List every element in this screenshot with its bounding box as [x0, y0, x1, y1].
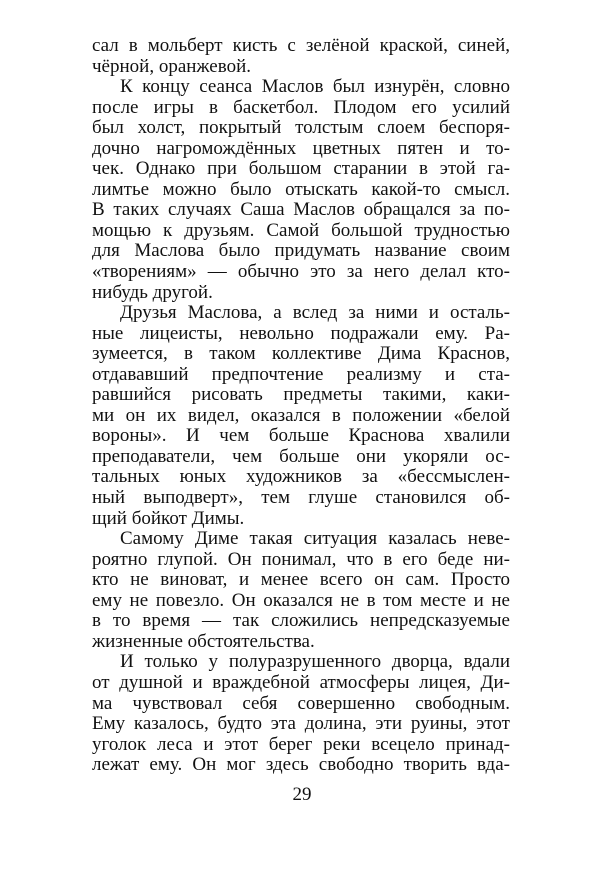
- text-line: в то время — так сложились непредсказуемые: [92, 610, 510, 632]
- page-body-text: [92, 36, 510, 776]
- text-line: вороны». И чем больше Краснова хвалили: [92, 425, 510, 447]
- text-line: отдававший предпочтение реализму и ста-: [92, 363, 510, 385]
- text-line: роятно глупой. Он понимал, что в его беде ни-: [92, 548, 510, 570]
- text-line: после игры в баскетбол. Плодом его усилий: [92, 96, 510, 118]
- text-line: ные лицеисты, невольно подражали ему. Ра-: [92, 322, 510, 344]
- text-line: Самому Диме такая ситуация казалась неве-: [120, 528, 510, 550]
- text-line: щий бойкот Димы.: [92, 507, 245, 529]
- paragraph: [92, 36, 510, 77]
- text-line: для Маслова было придумать название своим: [92, 240, 510, 262]
- text-line: тальных юных художников за «бессмыслен-: [92, 466, 510, 488]
- text-line: дочно нагромождённых цветных пятен и то-: [92, 137, 510, 159]
- text-line: зумеется, в таком коллективе Дима Краснов,: [92, 343, 510, 365]
- page-number: 29: [292, 784, 312, 805]
- text-line: И только у полуразрушенного дворца, вдали: [120, 651, 510, 673]
- text-line: К концу сеанса Маслов был изнурён, словно: [120, 76, 510, 98]
- paragraph: [92, 529, 510, 652]
- text-line: сал в мольберт кисть с зелёной краской, синей,: [92, 35, 510, 56]
- paragraph: [92, 652, 510, 775]
- text-line: мощью к друзьям. Самой большой трудностью: [92, 219, 510, 241]
- text-line: был холст, покрытый толстым слоем беспоря-: [92, 117, 510, 139]
- text-line: Друзья Маслова, а вслед за ними и осталь-: [120, 302, 510, 324]
- paragraph: [92, 303, 510, 529]
- text-line: Ему казалось, будто эта долина, эти руины, этот: [92, 713, 510, 735]
- text-line: кто не виноват, и менее всего он сам. Просто: [92, 569, 510, 591]
- text-line: уголок леса и этот берег реки всецело принад-: [92, 733, 510, 755]
- text-line: ему не повезло. Он оказался не в том месте и не: [92, 589, 510, 611]
- text-line: ми он их видел, оказался в положении «белой: [92, 404, 510, 426]
- text-line: преподаватели, чем больше они укоряли ос-: [92, 445, 510, 467]
- text-line: «творениям» — обычно это за него делал кто-: [92, 261, 510, 283]
- text-line: лимтье можно было отыскать какой-то смысл.: [92, 178, 510, 200]
- text-line: чек. Однако при большом старании в этой га-: [92, 158, 510, 180]
- text-line: нибудь другой.: [92, 281, 213, 303]
- text-line: от душной и враждебной атмосферы лицея, Ди-: [92, 671, 510, 693]
- text-line: лежат ему. Он мог здесь свободно творить вда-: [92, 754, 510, 776]
- paragraph: [92, 77, 510, 303]
- text-line: жизненные обстоятельства.: [92, 630, 315, 652]
- text-line: ма чувствовал себя совершенно свободным.: [92, 692, 510, 714]
- text-line: равшийся рисовать предметы такими, каки-: [92, 384, 510, 406]
- text-line: В таких случаях Саша Маслов обращался за по-: [92, 199, 510, 221]
- text-line: чёрной, оранжевой.: [92, 55, 251, 77]
- text-line: ный выподверт», тем глуше становился об-: [92, 487, 510, 509]
